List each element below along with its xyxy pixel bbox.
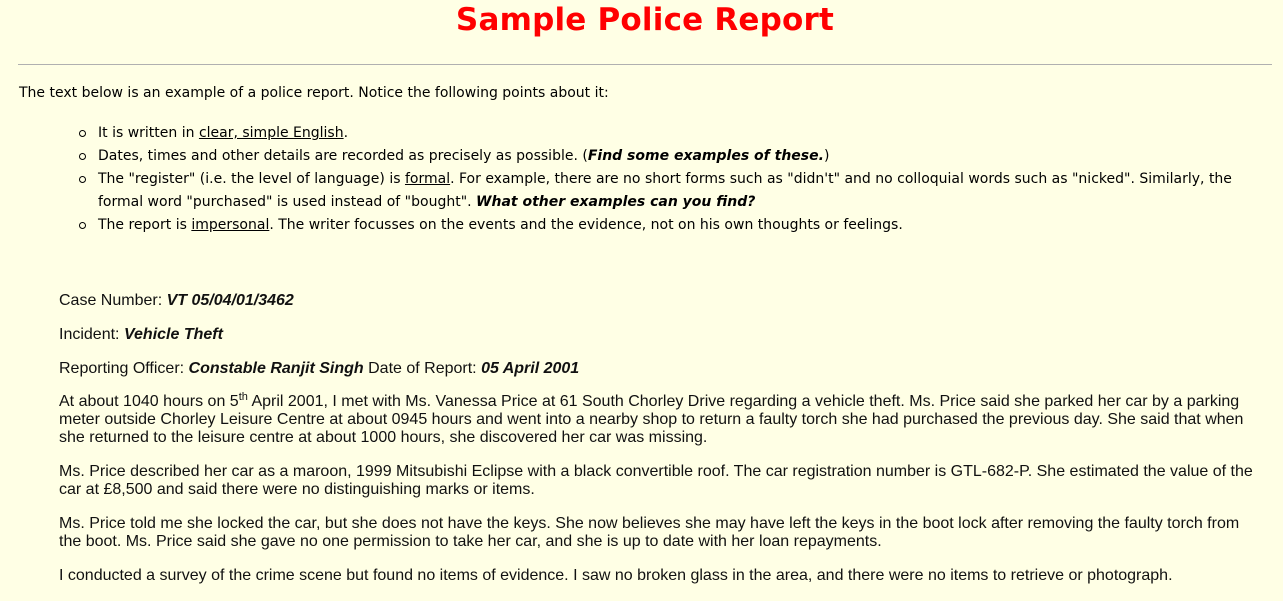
point-text: ) bbox=[823, 148, 830, 164]
point-text: . For example, there are no short forms such as "didn't" and no colloquial words such as "nicked". Similarly, the formal word "purchased" is used instead of "bought". bbox=[98, 171, 1232, 210]
officer-value: Constable Ranjit Singh bbox=[188, 360, 364, 377]
case-number-label: Case Number: bbox=[59, 292, 167, 309]
ordinal-suffix: th bbox=[238, 391, 248, 403]
report-paragraph: I conducted a survey of the crime scene but found no items of evidence. I saw no broken glass in the area, and there were no items to retrieve or photograph. bbox=[59, 567, 1173, 584]
clear-simple-english-link[interactable]: clear, simple English bbox=[198, 125, 344, 141]
point-text: . bbox=[343, 125, 349, 141]
incident-label: Incident: bbox=[59, 326, 124, 343]
report-paragraph bbox=[59, 393, 1259, 447]
point-emphasis: What other examples can you find? bbox=[476, 194, 756, 210]
incident bbox=[59, 325, 1259, 359]
report-paragraph: Ms. Price told me she locked the car, but she does not have the keys. She now believes she may have left the keys in the boot lock after removing the faulty torch from the boot. Ms. Price said she gave no one permission to take her car, and she is up to date with her loan repayments. bbox=[59, 515, 1240, 550]
intro-text: The text below is an example of a police report. Notice the following points about it: bbox=[19, 85, 609, 101]
date-label: Date of Report: bbox=[363, 360, 482, 377]
report-paragraph: Ms. Price described her car as a maroon, 1999 Mitsubishi Eclipse with a black convertible roof. The car registration number is GTL-682-P. She estimated the value of the car at £8,500 and said there were no distinguishing marks or items. bbox=[59, 463, 1253, 498]
title-divider bbox=[18, 64, 1272, 65]
police-report bbox=[59, 291, 1259, 601]
key-points-list bbox=[98, 122, 1273, 237]
report-text: At about 1040 hours on 5 bbox=[59, 393, 239, 410]
report-text: April 2001, I met with Ms. Vanessa Price at 61 South Chorley Drive regarding a vehicle theft. Ms. Price said she parked her car by a parking meter outside Chorley Leisure Centre at about 0945 hours and went into a nearby shop to return a faulty torch she had purchased the previous day. She said that when she returned to the leisure centre at about 1000 hours, she discovered her car was missing. bbox=[59, 393, 1244, 446]
list-item bbox=[98, 214, 1273, 237]
impersonal-link[interactable]: impersonal bbox=[191, 217, 270, 233]
page-title: Sample Police Report bbox=[455, 2, 835, 38]
point-text: It is written in bbox=[98, 125, 199, 141]
formal-link[interactable]: formal bbox=[404, 171, 451, 187]
incident-value: Vehicle Theft bbox=[123, 326, 223, 343]
case-number bbox=[59, 291, 1259, 325]
case-number-value: VT 05/04/01/3462 bbox=[166, 292, 294, 309]
officer-label: Reporting Officer: bbox=[59, 360, 189, 377]
list-item bbox=[98, 145, 1273, 168]
date-value: 05 April 2001 bbox=[481, 360, 580, 377]
point-text: The "register" (i.e. the level of language) is bbox=[98, 171, 405, 187]
point-emphasis: Find some examples of these. bbox=[587, 148, 824, 164]
list-item bbox=[98, 168, 1273, 214]
point-text: . The writer focusses on the events and the evidence, not on his own thoughts or feelings. bbox=[269, 217, 903, 233]
point-text: Dates, times and other details are recorded as precisely as possible. ( bbox=[98, 148, 588, 164]
list-item bbox=[98, 122, 1273, 145]
point-text: The report is bbox=[98, 217, 192, 233]
reporting-officer bbox=[59, 359, 1259, 393]
